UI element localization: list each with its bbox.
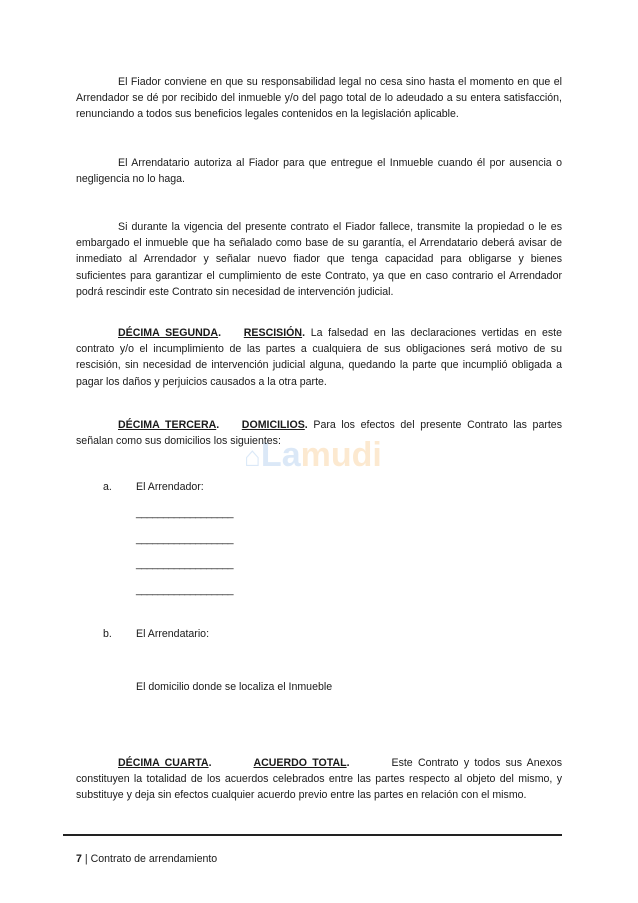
- clause12-text: La falsedad en las declaraciones vertidas en este contrato y/o el incumplimiento de las partes a cualquiera de sus obligaciones será motivo de su rescisión, sin necesidad de intervención judicial alguna, quedando la parte que incumplió obligada a pagar los daños y perjuicios causados a la otra parte.: [76, 327, 562, 388]
- clause12-title: RESCISIÓN: [243, 327, 303, 339]
- footer-divider: [63, 834, 562, 836]
- house-icon: ⌂: [244, 441, 261, 472]
- paragraph-fiador-fallece: Si durante la vigencia del presente contrato el Fiador fallece, transmite la propiedad o le es embargado el inmueble que ha señalado como base de su garantía, el Arrendatario deberá avisar de inmediato al Arrendador y señalar nuevo fiador que tenga capacidad para obligarse y bienes suficientes para garantizar el cumplimiento de este Contrato, ya que en caso contrario el Arrendador podrá rescindir este Contrato sin necesidad de intervención judicial.: [76, 221, 562, 298]
- arrendador-address-line-4: __________________: [136, 584, 234, 596]
- clause13-title: DOMICILIOS: [241, 419, 305, 431]
- arrendador-address-line-1: __________________: [136, 507, 234, 519]
- clause13-number: DÉCIMA TERCERA: [118, 419, 217, 431]
- page-number: 7: [76, 853, 82, 865]
- item-a-label: El Arrendador:: [136, 481, 204, 493]
- item-a-letter: a.: [103, 481, 112, 493]
- clause14-number: DÉCIMA CUARTA: [118, 757, 209, 769]
- clause12-number: DÉCIMA SEGUNDA: [118, 327, 219, 339]
- clause-decima-segunda: DÉCIMA SEGUNDA. RESCISIÓN. La falsedad en las declaraciones vertidas en este contrato y/o el incumplimiento de las partes a cualquiera de sus obligaciones será motivo de su rescisión, sin necesidad de intervención judicial alguna, quedando la parte que incumplió obligada a pagar los daños y perjuicios causados a la otra parte.: [76, 327, 562, 388]
- footer-title: Contrato de arrendamiento: [90, 853, 218, 865]
- page-footer: [76, 853, 217, 865]
- clause-decima-tercera: DÉCIMA TERCERA. DOMICILIOS. Para los efectos del presente Contrato las partes señalan como sus domicilios los siguientes:: [76, 419, 562, 448]
- clause14-text: Este Contrato y todos sus Anexos constituyen la totalidad de los acuerdos celebrados entre las partes respecto al objeto del mismo, y substituye y deja sin efectos cualquier acuerdo previo entre las partes en relación con el mismo.: [76, 757, 562, 802]
- clause13-text: Para los efectos del presente Contrato las partes señalan como sus domicilios los siguientes:: [76, 419, 562, 448]
- arrendador-address-line-2: __________________: [136, 533, 234, 545]
- item-b-detail: El domicilio donde se localiza el Inmueble: [136, 681, 333, 693]
- paragraph-fiador-responsabilidad: El Fiador conviene en que su responsabilidad legal no cesa sino hasta el momento en que el Arrendador se dé por recibido del inmueble y/o del pago total de lo adeudado a su entera satisfacción, renunciando a todos sus beneficios legales contenidos en la legislación aplicable.: [76, 76, 562, 121]
- clause-decima-cuarta: DÉCIMA CUARTA. ACUERDO TOTAL. Este Contrato y todos sus Anexos constituyen la totalidad de los acuerdos celebrados entre las partes respecto al objeto del mismo, y substituye y deja sin efectos cualquier acuerdo previo entre las partes en relación con el mismo.: [76, 757, 562, 802]
- item-b-label: El Arrendatario:: [136, 628, 210, 640]
- watermark-la: La: [260, 436, 301, 474]
- paragraph-autoriza-fiador: El Arrendatario autoriza al Fiador para que entregue el Inmueble cuando él por ausencia o negligencia no lo haga.: [76, 157, 562, 186]
- clause14-title: ACUERDO TOTAL: [253, 757, 347, 769]
- arrendador-address-line-3: __________________: [136, 558, 234, 570]
- watermark-mudi: mudi: [300, 436, 382, 474]
- item-b-letter: b.: [103, 628, 112, 640]
- footer-separator: |: [84, 853, 88, 865]
